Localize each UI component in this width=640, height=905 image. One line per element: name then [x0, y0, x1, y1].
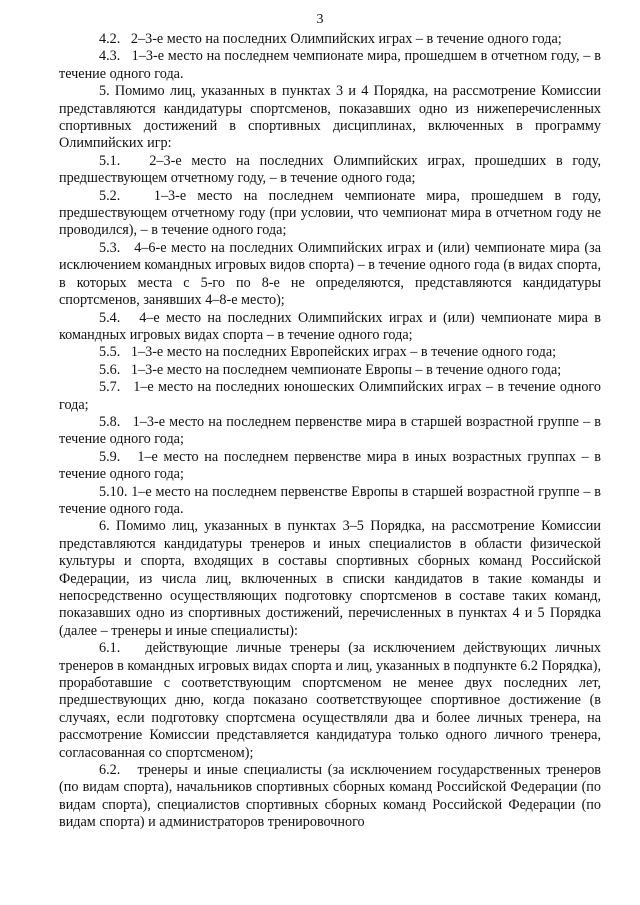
paragraph-4-3: 4.3. 1–3-е место на последнем чемпионате мира, прошедшем в отчетном году, – в течение одного года. [59, 48, 601, 82]
paragraph-5-1: 5.1. 2–3-е место на последних Олимпийских играх, прошедших в году, предшествующем отчетному году, – в течение одного года; [59, 152, 601, 187]
paragraph-5-10: 5.10. 1–е место на последнем первенстве Европы в старшей возрастной группе – в течение одного года. [59, 483, 601, 517]
paragraph-5-7: 5.7. 1–е место на последних юношеских Олимпийских играх – в течение одного года; [59, 379, 601, 413]
paragraph-6-2: 6.2. тренеры и иные специалисты (за исключением государственных тренеров (по видам спорта), начальников спортивных сборных команд Российской Федерации (по видам спорта), специалистов спортивных сборных команд Российской Федерации (по видам спорта) и администраторов тренировочного [59, 762, 601, 831]
paragraph-4-2: 4.2. 2–3-е место на последних Олимпийских играх – в течение одного года; [99, 31, 562, 47]
paragraph-5-4: 5.4. 4–е место на последних Олимпийских играх и (или) чемпионате мира в командных игровых видах спорта – в течение одного года; [59, 309, 601, 343]
paragraph-5: 5. Помимо лиц, указанных в пунктах 3 и 4 Порядка, на рассмотрение Комиссии представляются кандидатуры спортсменов, показавших одно из нижеперечисленных спортивных достижений в спортивных дисциплинах, включенных в программу Олимпийских игр: [59, 83, 601, 152]
paragraph-5-3: 5.3. 4–6-е место на последних Олимпийских играх и (или) чемпионате мира (за исключением командных игровых видов спорта) – в течение одного года (в видах спорта, в которых места с 5-го по 8-е не определяются, представляются кандидатуры спортсменов, занявших 4–8-е место); [59, 239, 601, 309]
paragraph-5-9: 5.9. 1–е место на последнем первенстве мира в иных возрастных группах – в течение одного года; [59, 448, 601, 483]
paragraph-5-5: 5.5. 1–3-е место на последних Европейских играх – в течение одного года; [99, 344, 557, 361]
page-number: 3 [316, 12, 324, 27]
paragraph-5-2: 5.2. 1–3-е место на последнем чемпионате мира, прошедшем в году, предшествующем отчетному году (при условии, что чемпионат мира в отчетном году не проводился), – в течение одного года; [59, 187, 601, 239]
paragraph-6: 6. Помимо лиц, указанных в пунктах 3–5 Порядка, на рассмотрение Комиссии представляются кандидатуры тренеров и иных специалистов в области физической культуры и спорта, входящих в составы спортивных сборных команд Российской Федерации, из числа лиц, включенных в списки кандидатов в такие команды и непосредственно осуществляющих подготовку спортсменов в составе таких команд, показавших одно из спортивных достижений, перечисленных в пунктах 4 и 5 Порядка (далее – тренеры и иные специалисты): [59, 518, 601, 639]
paragraph-5-8: 5.8. 1–3-е место на последнем первенстве мира в старшей возрастной группе – в течение одного года; [59, 413, 601, 448]
document-body [59, 31, 601, 832]
paragraph-6-1: 6.1. действующие личные тренеры (за исключением действующих личных тренеров в командных игровых видах спорта и лиц, указанных в подпункте 6.2 Порядка), проработавшие с соответствующим спортсменом не менее двух последних лет, предшествующих дню, когда показано соответствующее спортивное достижение (в случаях, если подготовку спортсмена осуществляли два и более личных тренера, на рассмотрение Комиссии представляется кандидатура только одного личного тренера, согласованная со спортсменом); [59, 640, 601, 761]
paragraph-5-6: 5.6. 1–3-е место на последнем чемпионате Европы – в течение одного года; [99, 361, 562, 378]
